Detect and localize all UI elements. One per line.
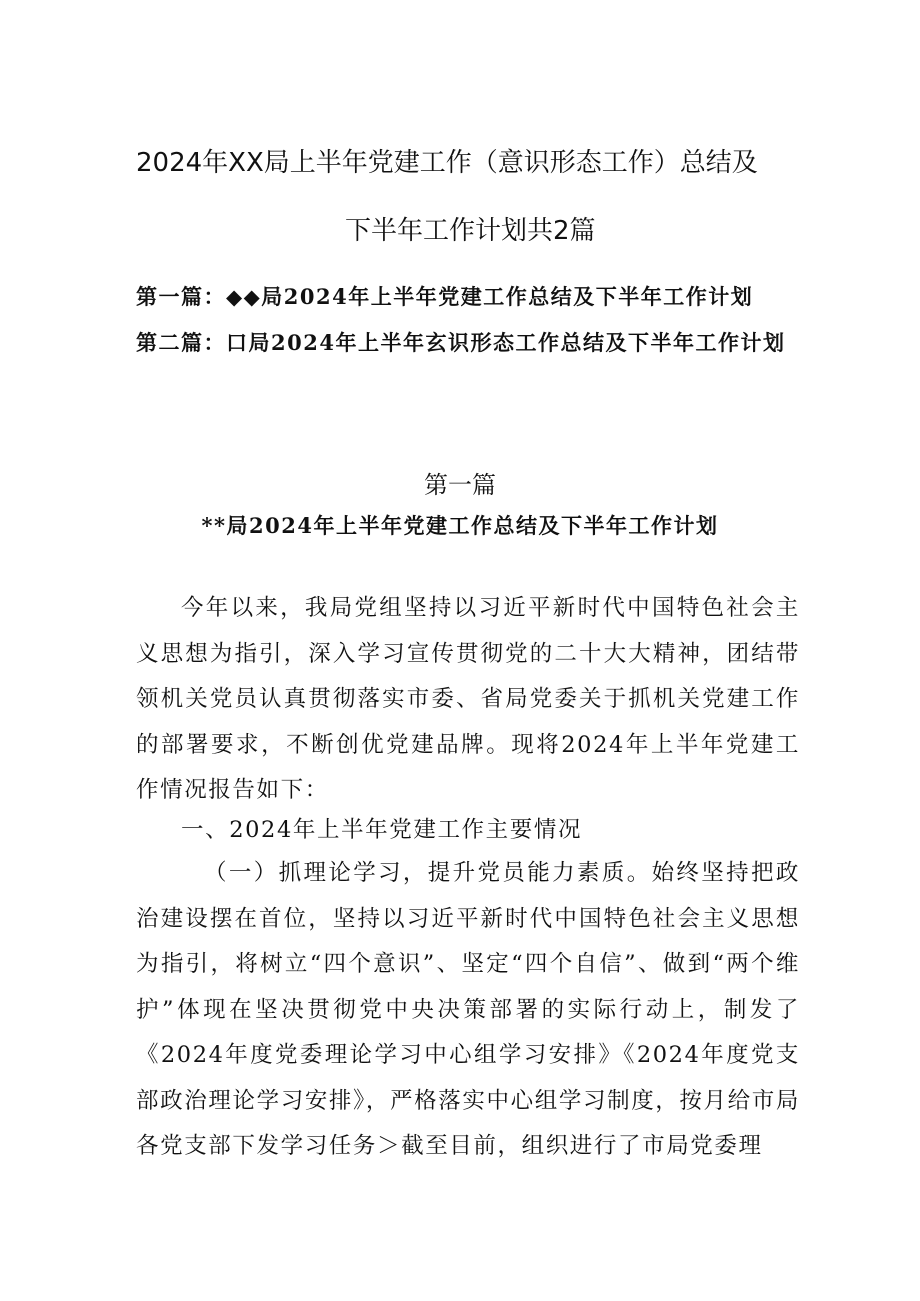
- toc-entry-1: 第一篇：◆◆局2024年上半年党建工作总结及下半年工作计划: [136, 284, 754, 309]
- document-title-line-2: 下半年工作计划共2篇: [345, 216, 596, 246]
- document-title-line-1: 2024年XX局上半年党建工作（意识形态工作）总结及: [136, 148, 758, 178]
- body-paragraph-1: 今年以来，我局党组坚持以习近平新时代中国特色社会主义思想为指引，深入学习宣传贯彻党的二十大大精神，团结带领机关党员认真贯彻落实市委、省局党委关于抓机关党建工作的部署要求，不断创优党建品牌。现将2024年上半年党建工作情况报告如下：: [136, 595, 800, 803]
- section-heading: 第一篇: [424, 471, 496, 499]
- body-paragraph-2: （一）抓理论学习，提升党员能力素质。始终坚持把政治建设摆在首位，坚持以习近平新时代中国特色社会主义思想为指引，将树立“四个意识”、坚定“四个自信”、做到“两个维护”体现在坚决贯彻党中央决策部署的实际行动上，制发了《2024年度党委理论学习中心组学习安排》《2024年度党支部政治理论学习安排》，严格落实中心组学习制度，按月给市局各党支部下发学习任务＞截至目前，组织进行了市局党委理: [136, 860, 800, 1159]
- toc-entry-2: 第二篇：口局2024年上半年玄识形态工作总结及下半年工作计划: [136, 330, 786, 355]
- section-subtitle: **局2024年上半年党建工作总结及下半年工作计划: [201, 513, 719, 538]
- body-heading-1: 一、2024年上半年党建工作主要情况: [181, 817, 583, 843]
